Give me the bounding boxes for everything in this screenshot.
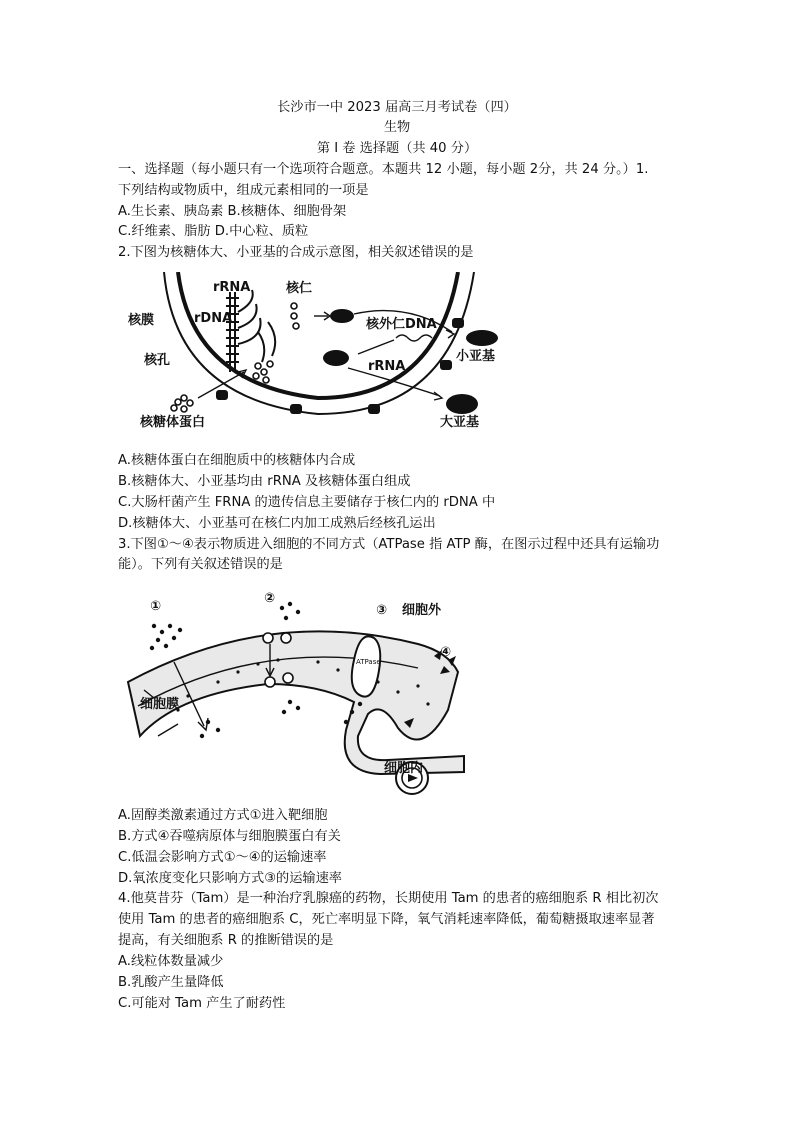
label-atpase: ATPase	[356, 658, 381, 666]
membrane-transport-figure	[118, 586, 488, 800]
label-inside-cell: 细胞内	[384, 761, 424, 776]
q2-option-d: D.核糖体大、小亚基可在核仁内加工成熟后经核孔运出	[118, 516, 436, 531]
label-mode-1: ①	[150, 599, 162, 614]
q1-options-cd: C.纤维素、脂肪 D.中心粒、质粒	[118, 224, 309, 239]
q4-stem-line1: 4.他莫昔芬（Tam）是一种治疗乳腺癌的药物，长期使用 Tam 的患者的癌细胞系 R 相比初次	[118, 891, 659, 906]
q1-stem: 下列结构或物质中，组成元素相同的一项是	[118, 183, 369, 198]
label-rrna-top: rRNA	[213, 280, 251, 295]
label-extra-nucleolar-dna: 核外仁DNA	[366, 317, 437, 332]
subject-label: 生物	[383, 120, 411, 135]
exam-title: 长沙市一中 2023 届高三月考试卷（四）	[277, 100, 517, 115]
label-ribosomal-protein: 核糖体蛋白	[140, 415, 206, 430]
q4-stem-line3: 提高，有关细胞系 R 的推断错误的是	[118, 933, 334, 948]
ribosome-synthesis-figure	[118, 272, 510, 444]
q3-stem-line1: 3.下图①～④表示物质进入细胞的不同方式（ATPase 指 ATP 酶，在图示过程中还具有运输功	[118, 537, 660, 552]
q3-stem-line2: 能）。下列有关叙述错误的是	[118, 557, 283, 572]
label-large-subunit: 大亚基	[440, 415, 480, 430]
q4-option-a: A.线粒体数量减少	[118, 954, 224, 969]
section-instructions: 一、选择题（每小题只有一个选项符合题意。本题共 12 小题，每小题 2分，共 24 分。）1.	[118, 162, 649, 177]
label-cell-membrane: 细胞膜	[140, 697, 180, 712]
label-small-subunit: 小亚基	[456, 349, 496, 364]
q4-option-c: C.可能对 Tam 产生了耐药性	[118, 996, 286, 1011]
section-heading: 第 I 卷 选择题（共 40 分）	[316, 141, 478, 156]
rdna-strand-icon	[226, 290, 275, 372]
q2-stem: 2.下图为核糖体大、小亚基的合成示意图，相关叙述错误的是	[118, 245, 474, 260]
label-outside-cell: 细胞外	[402, 603, 442, 618]
q2-option-c: C.大肠杆菌产生 FRNA 的遗传信息主要储存于核仁内的 rDNA 中	[118, 495, 496, 510]
q1-options-ab: A.生长素、胰岛素 B.核糖体、细胞骨架	[118, 204, 347, 219]
q2-option-b: B.核糖体大、小亚基均由 rRNA 及核糖体蛋白组成	[118, 474, 411, 489]
label-rrna-mid: rRNA	[368, 359, 406, 374]
label-mode-4: ④	[440, 645, 452, 660]
label-mode-2: ②	[264, 591, 276, 606]
q3-option-b: B.方式④吞噬病原体与细胞膜蛋白有关	[118, 829, 341, 844]
q4-option-b: B.乳酸产生量降低	[118, 975, 224, 990]
label-rdna: rDNA	[194, 311, 233, 326]
q3-option-a: A.固醇类激素通过方式①进入靶细胞	[118, 808, 328, 823]
q3-option-c: C.低温会影响方式①～④的运输速率	[118, 850, 327, 865]
q2-option-a: A.核糖体蛋白在细胞质中的核糖体内合成	[118, 453, 356, 468]
label-nuclear-envelope: 核膜	[128, 313, 155, 328]
label-nuclear-pore: 核孔	[144, 353, 171, 368]
label-nucleolus: 核仁	[286, 281, 313, 296]
label-mode-3: ③	[376, 603, 388, 618]
q3-option-d: D.氧浓度变化只影响方式③的运输速率	[118, 871, 342, 886]
q4-stem-line2: 使用 Tam 的患者的癌细胞系 C，死亡率明显下降，氧气消耗速率降低，葡萄糖摄取速率显著	[118, 912, 655, 927]
